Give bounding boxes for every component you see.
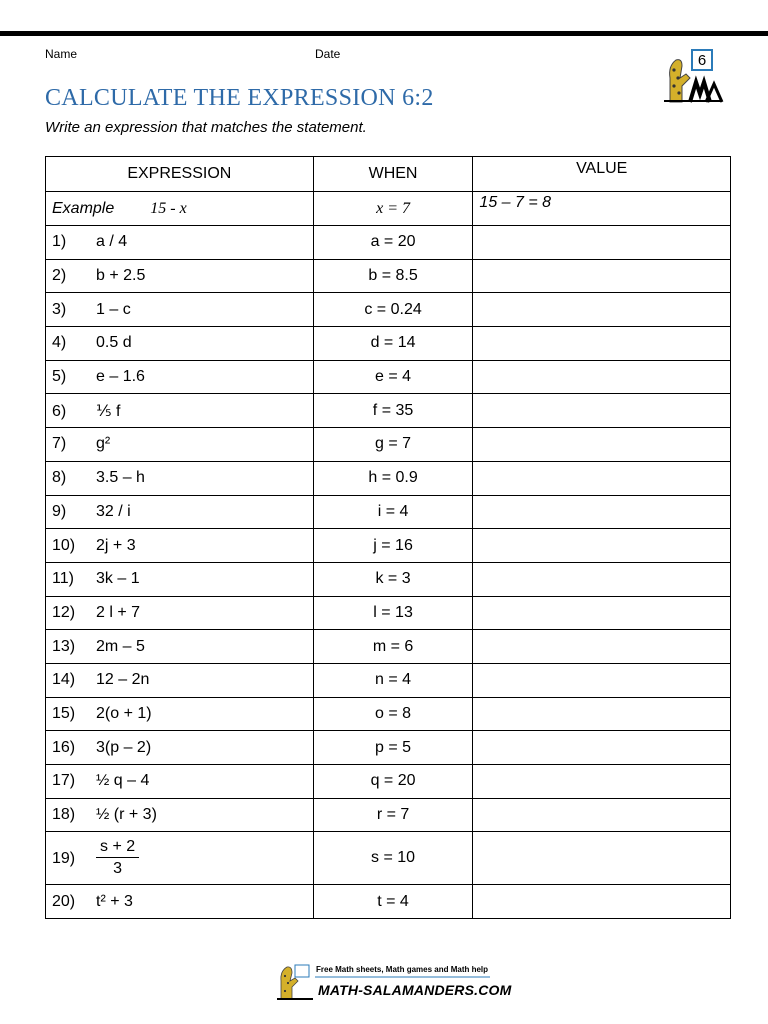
footer-site-link[interactable]: MATH-SALAMANDERS.COM bbox=[318, 982, 512, 998]
logo-grade: 6 bbox=[697, 52, 707, 69]
when-cell: k = 3 bbox=[313, 562, 473, 596]
expression-cell bbox=[46, 529, 314, 563]
when-cell: n = 4 bbox=[313, 663, 473, 697]
example-expression: 15 - x bbox=[150, 199, 187, 217]
when-cell: e = 4 bbox=[313, 360, 473, 394]
value-answer-cell[interactable] bbox=[473, 596, 731, 630]
value-answer-cell[interactable] bbox=[473, 798, 731, 832]
fraction-expression bbox=[96, 838, 139, 878]
expression-text: 3.5 – h bbox=[96, 469, 145, 487]
value-answer-cell[interactable] bbox=[473, 697, 731, 731]
expression-text: ½ (r + 3) bbox=[96, 806, 157, 824]
expression-cell bbox=[46, 360, 314, 394]
question-number: 2) bbox=[52, 267, 67, 285]
header-when: WHEN bbox=[313, 157, 473, 192]
header-value: VALUE bbox=[473, 157, 731, 192]
expression-cell bbox=[46, 428, 314, 462]
value-answer-cell[interactable] bbox=[473, 360, 731, 394]
expression-cell bbox=[46, 562, 314, 596]
question-number: 6) bbox=[52, 402, 67, 420]
fraction-denominator: 3 bbox=[113, 860, 123, 878]
question-number: 3) bbox=[52, 300, 67, 318]
expression-text: 2j + 3 bbox=[96, 536, 136, 554]
expression-table bbox=[45, 156, 731, 919]
value-answer-cell[interactable] bbox=[473, 327, 731, 361]
question-number: 11) bbox=[52, 570, 74, 588]
question-number: 1) bbox=[52, 233, 67, 251]
value-answer-cell[interactable] bbox=[473, 562, 731, 596]
table-row bbox=[46, 596, 731, 630]
question-number: 16) bbox=[52, 738, 76, 756]
question-number: 13) bbox=[52, 637, 76, 655]
when-cell: s = 10 bbox=[313, 832, 473, 885]
when-cell: i = 4 bbox=[313, 495, 473, 529]
expression-text: g² bbox=[96, 435, 111, 453]
fraction-numerator: s + 2 bbox=[96, 838, 139, 858]
when-cell: h = 0.9 bbox=[313, 461, 473, 495]
table-row bbox=[46, 697, 731, 731]
table-row bbox=[46, 798, 731, 832]
question-number: 9) bbox=[52, 502, 67, 520]
date-label: Date bbox=[315, 47, 341, 61]
when-cell: r = 7 bbox=[313, 798, 473, 832]
question-number: 10) bbox=[52, 536, 76, 554]
expression-text: 0.5 d bbox=[96, 334, 132, 352]
when-cell: m = 6 bbox=[313, 630, 473, 664]
table-row bbox=[46, 360, 731, 394]
value-answer-cell[interactable] bbox=[473, 495, 731, 529]
expression-text: b + 2.5 bbox=[96, 267, 146, 285]
expression-cell bbox=[46, 293, 314, 327]
value-answer-cell[interactable] bbox=[473, 832, 731, 885]
expression-cell bbox=[46, 630, 314, 664]
when-cell: d = 14 bbox=[313, 327, 473, 361]
table-row bbox=[46, 428, 731, 462]
value-answer-cell[interactable] bbox=[473, 259, 731, 293]
expression-cell bbox=[46, 697, 314, 731]
example-label: Example bbox=[52, 199, 115, 217]
question-number: 4) bbox=[52, 334, 67, 352]
table-row bbox=[46, 259, 731, 293]
expression-text: ⅕ f bbox=[96, 402, 121, 420]
table-row bbox=[46, 461, 731, 495]
expression-cell bbox=[46, 885, 314, 919]
when-cell: t = 4 bbox=[313, 885, 473, 919]
value-answer-cell[interactable] bbox=[473, 428, 731, 462]
example-value: 15 – 7 = 8 bbox=[473, 192, 731, 226]
question-number: 14) bbox=[52, 671, 76, 689]
when-cell: b = 8.5 bbox=[313, 259, 473, 293]
when-cell: q = 20 bbox=[313, 765, 473, 799]
expression-cell bbox=[46, 259, 314, 293]
when-cell: p = 5 bbox=[313, 731, 473, 765]
expression-cell bbox=[46, 461, 314, 495]
expression-text: 32 / i bbox=[96, 502, 131, 520]
value-answer-cell[interactable] bbox=[473, 630, 731, 664]
expression-cell bbox=[46, 798, 314, 832]
expression-text: 2 l + 7 bbox=[96, 603, 141, 621]
table-row bbox=[46, 495, 731, 529]
table-header-row bbox=[46, 157, 731, 192]
table-row bbox=[46, 293, 731, 327]
value-answer-cell[interactable] bbox=[473, 765, 731, 799]
value-answer-cell[interactable] bbox=[473, 394, 731, 428]
table-row bbox=[46, 226, 731, 260]
worksheet-title: CALCULATE THE EXPRESSION 6:2 bbox=[45, 85, 434, 111]
table-row bbox=[46, 630, 731, 664]
name-label: Name bbox=[45, 47, 78, 61]
table-row bbox=[46, 327, 731, 361]
when-cell: c = 0.24 bbox=[313, 293, 473, 327]
top-rule bbox=[0, 31, 768, 36]
expression-text: t² + 3 bbox=[96, 892, 133, 910]
when-cell: l = 13 bbox=[313, 596, 473, 630]
footer-tagline: Free Math sheets, Math games and Math help bbox=[316, 965, 489, 974]
expression-text: ½ q – 4 bbox=[96, 772, 150, 790]
when-cell: o = 8 bbox=[313, 697, 473, 731]
expression-text: 2m – 5 bbox=[96, 637, 145, 655]
value-answer-cell[interactable] bbox=[473, 663, 731, 697]
value-answer-cell[interactable] bbox=[473, 461, 731, 495]
table-row bbox=[46, 885, 731, 919]
expression-cell bbox=[46, 731, 314, 765]
expression-text: 2(o + 1) bbox=[96, 704, 152, 722]
example-row bbox=[46, 192, 731, 226]
table-row bbox=[46, 562, 731, 596]
expression-text: 1 – c bbox=[96, 300, 131, 318]
table-row bbox=[46, 529, 731, 563]
table-row bbox=[46, 832, 731, 885]
instructions: Write an expression that matches the statement. bbox=[45, 119, 367, 136]
example-when: x = 7 bbox=[313, 192, 473, 226]
expression-cell bbox=[46, 226, 314, 260]
expression-text: 3(p – 2) bbox=[96, 738, 152, 756]
expression-text: e – 1.6 bbox=[96, 368, 145, 386]
table-row bbox=[46, 663, 731, 697]
question-number: 17) bbox=[52, 772, 76, 790]
when-cell: g = 7 bbox=[313, 428, 473, 462]
math-salamanders-logo bbox=[660, 48, 726, 104]
value-answer-cell[interactable] bbox=[473, 226, 731, 260]
expression-cell bbox=[46, 495, 314, 529]
when-cell: a = 20 bbox=[313, 226, 473, 260]
expression-cell bbox=[46, 832, 314, 885]
question-number: 7) bbox=[52, 435, 67, 453]
expression-text: 3k – 1 bbox=[96, 570, 140, 588]
question-number: 18) bbox=[52, 806, 76, 824]
question-number: 8) bbox=[52, 469, 67, 487]
header-expression: EXPRESSION bbox=[46, 157, 314, 192]
table-row bbox=[46, 765, 731, 799]
example-expression-cell bbox=[46, 192, 314, 226]
question-number: 15) bbox=[52, 704, 76, 722]
expression-text: 12 – 2n bbox=[96, 671, 150, 689]
expression-text: a / 4 bbox=[96, 233, 128, 251]
question-number: 12) bbox=[52, 603, 76, 621]
value-answer-cell[interactable] bbox=[473, 293, 731, 327]
expression-cell bbox=[46, 327, 314, 361]
question-number: 5) bbox=[52, 368, 67, 386]
expression-cell bbox=[46, 394, 314, 428]
expression-cell bbox=[46, 765, 314, 799]
value-answer-cell[interactable] bbox=[473, 885, 731, 919]
question-number: 19) bbox=[52, 849, 76, 867]
value-answer-cell[interactable] bbox=[473, 731, 731, 765]
value-answer-cell[interactable] bbox=[473, 529, 731, 563]
table-row bbox=[46, 394, 731, 428]
question-number: 20) bbox=[52, 892, 76, 910]
expression-cell bbox=[46, 596, 314, 630]
when-cell: j = 16 bbox=[313, 529, 473, 563]
table-row bbox=[46, 731, 731, 765]
when-cell: f = 35 bbox=[313, 394, 473, 428]
expression-cell bbox=[46, 663, 314, 697]
